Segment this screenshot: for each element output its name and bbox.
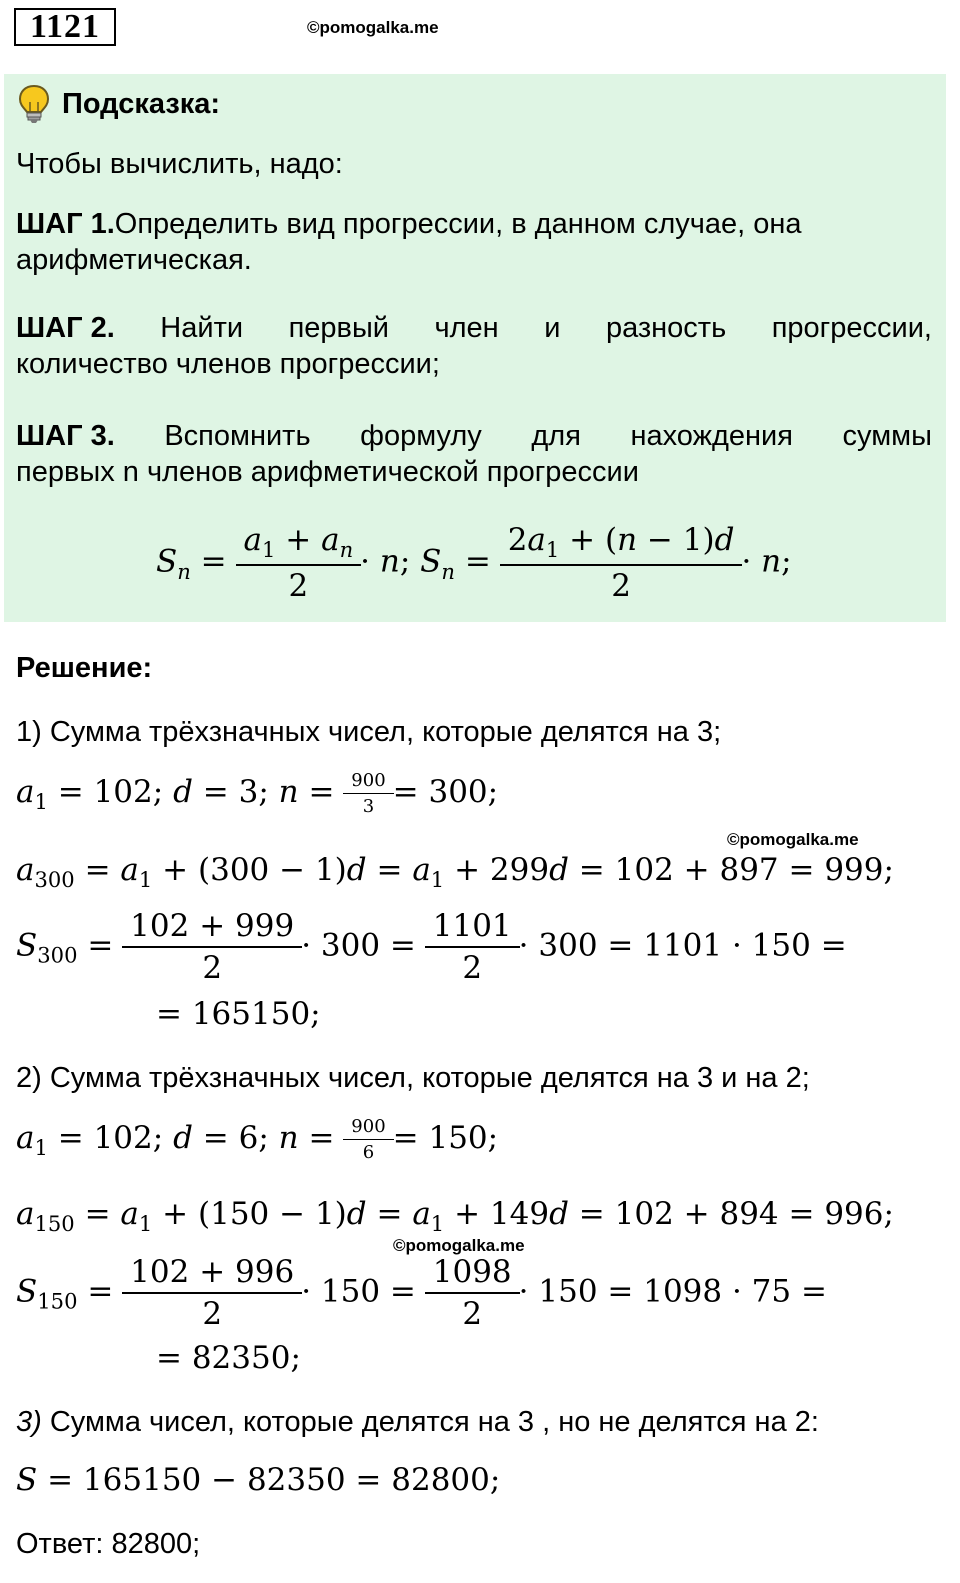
step2-word: прогрессии, — [771, 312, 932, 344]
hint-step1 — [16, 206, 932, 278]
step2-word: член — [434, 312, 499, 344]
part1-heading: 1) Сумма трёхзначных чисел, которые делятся на 3; — [16, 716, 722, 748]
hint-title: Подсказка: — [62, 88, 221, 120]
part1-sum-result: = 165150; — [156, 996, 321, 1032]
step2-word: первый — [288, 312, 389, 344]
hint-step2 — [16, 310, 932, 382]
step3-label: ШАГ 3. — [16, 420, 115, 452]
step2-word: разность — [605, 312, 727, 344]
part1-last-term: $a_{300} = a_1 + (300 - 1)d = a_1 + 299d = 102 + 897 = 999$; — [16, 852, 894, 893]
watermark: ©pomogalka.me — [727, 830, 859, 849]
watermark: ©pomogalka.me — [307, 18, 439, 37]
part2-params: $a_1 = 102$; d = 6; n = $\frac{900}{6}$ = 150; — [16, 1116, 499, 1163]
step1-text-cont: арифметическая. — [16, 244, 252, 276]
part1-sum: $S_{300}$ = $\frac{102 + 999}{2}$ · 300 = $\frac{1101}{2}$ · 300 = 1101 · 150 = — [16, 908, 847, 986]
step3-word: для — [531, 420, 581, 452]
step3-word: Вспомнить — [164, 420, 311, 452]
task-number: 1121 — [14, 8, 116, 46]
part1-params: $a_1 = 102$; d = 3; n = $\frac{900}{3}$ = 300; — [16, 770, 499, 817]
part2-last-term: $a_{150} = a_1 + (150 - 1)d = a_1 + 149d = 102 + 894 = 996$; — [16, 1196, 894, 1237]
step3-word: суммы — [842, 420, 932, 452]
step2-text-cont: количество членов прогрессии; — [16, 348, 440, 380]
part2-sum: $S_{150}$ = $\frac{102 + 996}{2}$ · 150 = $\frac{1098}{2}$ · 150 = 1098 · 75 = — [16, 1254, 827, 1332]
solution-title: Решение: — [16, 652, 153, 684]
step1-label: ШАГ 1. — [16, 208, 115, 240]
part3-heading — [16, 1404, 819, 1440]
step2-word: Найти — [160, 312, 244, 344]
step3-word: нахождения — [630, 420, 793, 452]
hint-intro: Чтобы вычислить, надо: — [16, 148, 343, 180]
step3-text-cont: первых n членов арифметической прогрессии — [16, 456, 639, 488]
part3-number: 3) — [16, 1406, 42, 1438]
part3-result: S = 165150 − 82350 = 82800; — [16, 1462, 501, 1498]
step2-word: и — [544, 312, 561, 344]
part3-text: Сумма чисел, которые делятся на 3 , но не делятся на 2: — [41, 1406, 819, 1438]
part2-heading: 2) Сумма трёхзначных чисел, которые делятся на 3 и на 2; — [16, 1062, 810, 1094]
step2-label: ШАГ 2. — [16, 312, 115, 344]
part2-sum-result: = 82350; — [156, 1340, 301, 1376]
hint-step3 — [16, 418, 932, 490]
step1-text: Определить вид прогрессии, в данном случае, она — [114, 208, 802, 240]
answer: Ответ: 82800; — [16, 1528, 201, 1560]
step3-word: формулу — [360, 420, 482, 452]
lightbulb-icon — [18, 84, 50, 124]
watermark: ©pomogalka.me — [393, 1236, 525, 1255]
sum-formula: $S_n$ = $\frac{a_1 + a_n}{2}$ · n; $S_n$ = $\frac{2a_1 + (n - 1)d}{2}$ · n; — [156, 522, 792, 605]
